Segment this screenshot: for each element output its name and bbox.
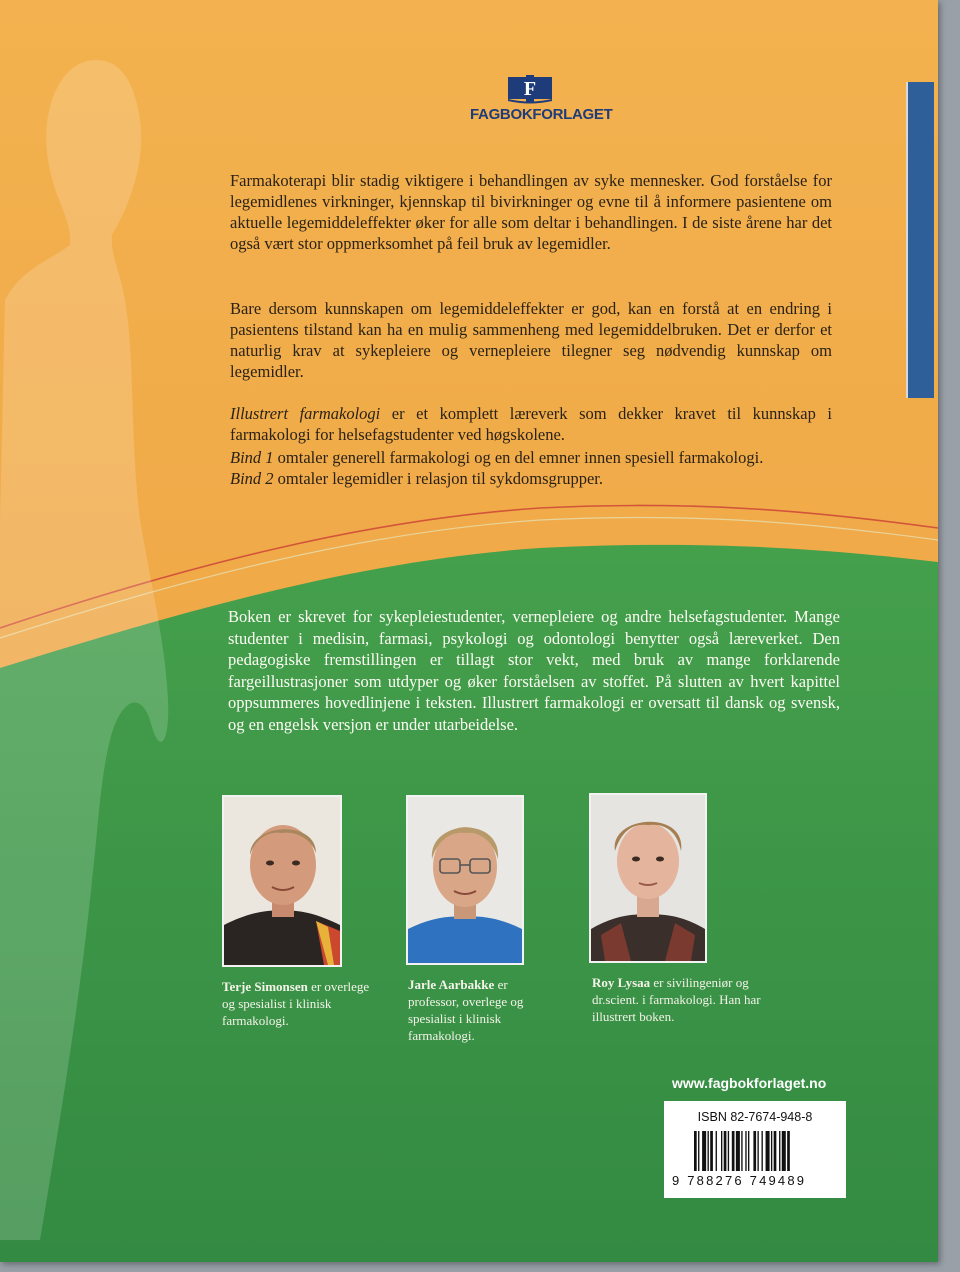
volume-2-line [230,468,842,489]
volume-descriptions [230,447,842,489]
isbn-label: ISBN 82-7674-948-8 [697,1110,813,1124]
author-bio-1 [222,978,372,1029]
description-paragraph-5: Boken er skrevet for sykepleiestudenter, vernepleiere og andre helsefagstudenter. Mange studenter i medisin, farmasi, psykologi og odontologi benytter også læreverket. Den pedagogiske fremstillingen er tillagt stor vekt, med bruk av mange forklarende fargeillustrasjoner som utdyper og øker forståelsen av stoffet. På slutten av hvert kapittel oppsummeres hovedlinjene i teksten. Illustrert farmakologi er oversatt til dansk og svensk, og en engelsk versjon er under utarbeidelse. [228,607,840,734]
author-bio-text-2: er professor, overlege og spesialist i klinisk farmakologi. [408,977,524,1043]
isbn-barcode-box [664,1101,846,1198]
description-paragraph-1: Farmakoterapi blir stadig viktigere i behandlingen av syke mennesker. God forståelse for legemidlenes virkninger, kjennskap til bivirkninger og evne til å informere pasientene om aktuelle legemiddeleffekter øker for alle som deltar i behandlingen. I de siste årene har det også vært stor oppmerksomhet på feil bruk av legemidler. [230,171,832,253]
publisher-website: www.fagbokforlaget.no [672,1075,827,1091]
author-photo-1 [222,795,342,967]
author-photo-3 [589,793,707,963]
spine-color-band [906,82,934,398]
open-book-icon [506,74,554,104]
author-bio-text-3: er sivilingeniør og dr.scient. i farmakologi. Han har illustrert boken. [592,975,761,1024]
description-paragraph-3 [230,403,832,445]
author-photo-2 [406,795,524,965]
author-name-3: Roy Lysaa [592,975,651,990]
svg-text:F: F [523,78,537,100]
volume-1-line [230,447,842,468]
volume-1-text: omtaler generell farmakologi og en del emner innen spesiell farmakologi. [273,448,764,467]
volume-2-text: omtaler legemidler i relasjon til sykdomsgrupper. [273,469,604,488]
barcode-number: 9 788276 749489 [672,1173,807,1188]
author-bio-2 [408,976,558,1044]
book-title-italic: Illustrert farmakologi [230,404,381,423]
publisher-logo [470,74,613,123]
author-name-1: Terje Simonsen [222,979,308,994]
barcode [694,1131,834,1175]
author-name-2: Jarle Aarbakke [408,977,495,992]
paragraph-3-text: er et komplett læreverk som dekker kravet til kunnskap i farmakologi for helsefagstudenter ved høgskolene. [230,404,832,444]
publisher-name: FAGBOKFORLAGET [470,106,613,123]
author-bio-text-1: er overlege og spesialist i klinisk farmakologi. [222,979,370,1028]
description-paragraph-2: Bare dersom kunnskapen om legemiddeleffekter er god, kan en forstå at en endring i pasientens tilstand kan ha en mulig sammenheng med legemiddelbruken. Det er derfor et naturlig krav at sykepleiere og vernepleiere tilegner seg nødvendig kunnskap om legemidler. [230,299,832,381]
author-bio-3 [592,974,762,1025]
volume-1-label: Bind 1 [230,448,274,467]
volume-2-label: Bind 2 [230,469,274,488]
